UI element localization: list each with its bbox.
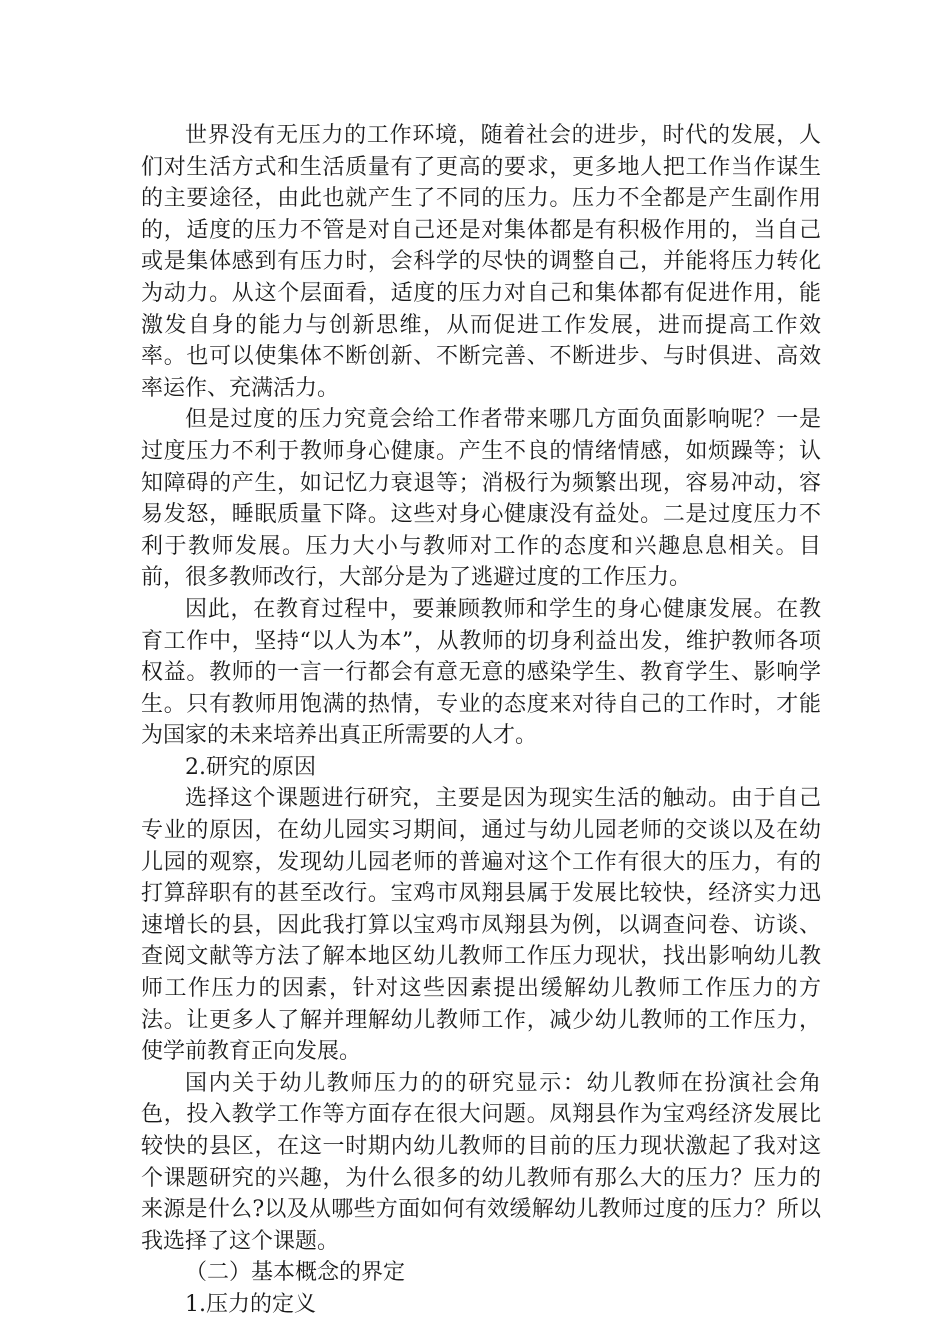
- heading-research-reason: 2.研究的原因: [185, 754, 316, 780]
- paragraph-negative-effects: 但是过度的压力究竟会给工作者带来哪几方面负面影响呢？一是过度压力不利于教师身心健康。产生不良的情绪情感，如烦躁等；认知障碍的产生，如记忆力衰退等；消极行为频繁出现，容易冲动，容易发怒，睡眠质量下降。这些对身心健康没有益处。二是过度压力不利于教师发展。压力大小与教师对工作的态度和兴趣息息相关。目前，很多教师改行，大部分是为了逃避过度的工作压力。: [141, 407, 821, 591]
- heading-stress-definition: 1.压力的定义: [185, 1291, 316, 1317]
- document-body: [141, 120, 821, 1321]
- paragraph-domestic-research: 国内关于幼儿教师压力的的研究显示：幼儿教师在扮演社会角色，投入教学工作等方面存在很大问题。凤翔县作为宝鸡经济发展比较快的县区，在这一时期内幼儿教师的目前的压力现状激起了我对这个课题研究的兴趣，为什么很多的幼儿教师有那么大的压力？压力的来源是什么?以及从哪些方面如何有效缓解幼儿教师过度的压力？所以我选择了这个课题。: [141, 1070, 821, 1254]
- paragraph-stress-environment: 世界没有无压力的工作环境，随着社会的进步，时代的发展，人们对生活方式和生活质量有了更高的要求，更多地人把工作当作谋生的主要途径，由此也就产生了不同的压力。压力不全都是产生副作用的，适度的压力不管是对自己还是对集体都是有积极作用的，当自己或是集体感到有压力时，会科学的尽快的调整自己，并能将压力转化为动力。从这个层面看，适度的压力对自己和集体都有促进作用，能激发自身的能力与创新思维，从而促进工作发展，进而提高工作效率。也可以使集体不断创新、不断完善、不断进步、与时俱进、高效率运作、充满活力。: [141, 123, 821, 401]
- paragraph-topic-choice: 选择这个课题进行研究，主要是因为现实生活的触动。由于自己专业的原因，在幼儿园实习期间，通过与幼儿园老师的交谈以及在幼儿园的观察，发现幼儿园老师的普遍对这个工作有很大的压力，有的打算辞职有的甚至改行。宝鸡市凤翔县属于发展比较快，经济实力迅速增长的县，因此我打算以宝鸡市凤翔县为例，以调查问卷、访谈、查阅文献等方法了解本地区幼儿教师工作压力现状，找出影响幼儿教师工作压力的因素，针对这些因素提出缓解幼儿教师工作压力的方法。让更多人了解并理解幼儿教师工作，减少幼儿教师的工作压力，使学前教育正向发展。: [141, 786, 821, 1065]
- heading-basic-concepts: （二）基本概念的界定: [185, 1260, 406, 1286]
- paragraph-education-process: 因此，在教育过程中，要兼顾教师和学生的身心健康发展。在教育工作中，坚持“以人为本”，从教师的切身利益出发，维护教师各项权益。教师的一言一行都会有意无意的感染学生、教育学生、影响学生。只有教师用饱满的热情，专业的态度来对待自己的工作时，才能为国家的未来培养出真正所需要的人才。: [141, 596, 821, 749]
